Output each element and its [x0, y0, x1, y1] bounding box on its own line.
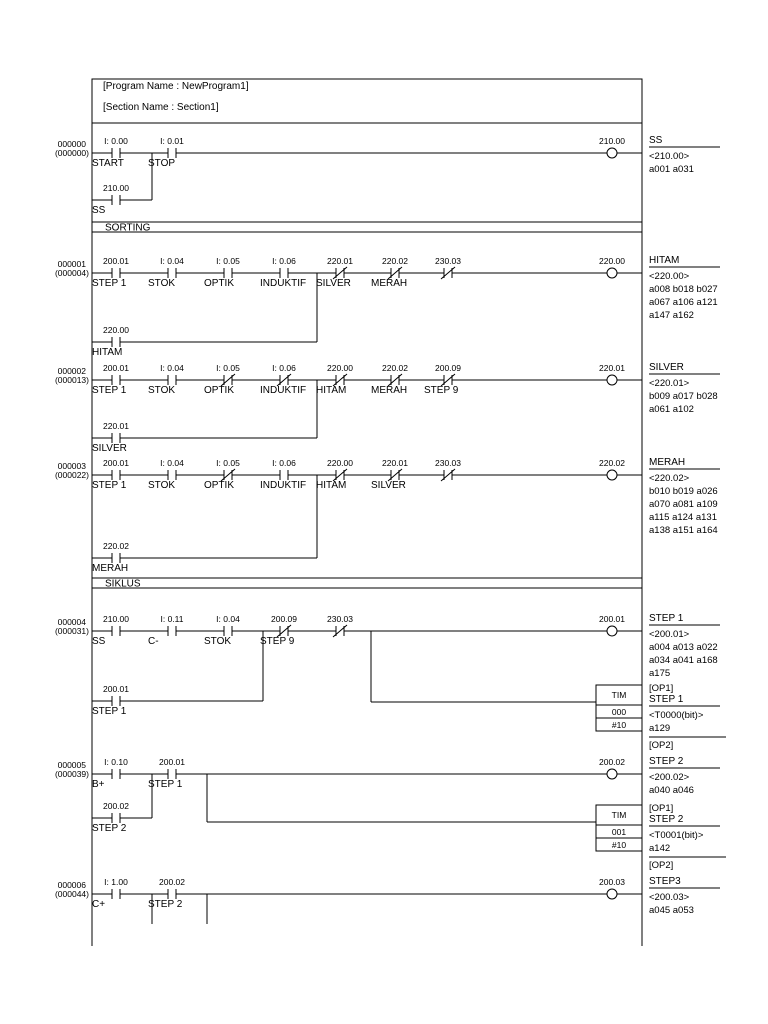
- contact-address: 200.01: [103, 458, 129, 468]
- coil-name: STEP3: [649, 876, 681, 887]
- timer-name: STEP 1: [649, 694, 684, 705]
- contact-label: MERAH: [371, 278, 408, 289]
- section-title-box: [92, 222, 642, 232]
- output-coil: [607, 769, 617, 779]
- contact-address: 220.01: [327, 256, 353, 266]
- branch-contact-address: 220.01: [103, 421, 129, 431]
- contact-label: B+: [92, 779, 105, 790]
- contact-address: 200.01: [103, 256, 129, 266]
- coil-name: SILVER: [649, 362, 684, 373]
- contact-address: I: 0.05: [216, 256, 240, 266]
- timer-setpoint: #10: [611, 840, 627, 850]
- step-number: 000004: [57, 617, 86, 627]
- contact-address: 200.02: [159, 877, 185, 887]
- coil-address: 200.01: [599, 614, 625, 624]
- step-number-alt: (000013): [54, 375, 89, 385]
- step-number-alt: (000039): [54, 769, 89, 779]
- timer-name: STEP 2: [649, 814, 684, 825]
- contact-label: STEP 1: [92, 385, 127, 396]
- section-title: SORTING: [105, 222, 151, 234]
- step-number: 000003: [57, 461, 86, 471]
- coil-reference: <220.02>: [649, 473, 690, 484]
- output-coil: [607, 148, 617, 158]
- cross-reference: a040 a046: [649, 785, 694, 796]
- contact-address: 220.02: [382, 256, 408, 266]
- timer-reference: <T0000(bit)>: [649, 710, 704, 721]
- branch-contact-address: 220.02: [103, 541, 129, 551]
- contact-address: 230.03: [435, 256, 461, 266]
- branch-contact-label: STEP 1: [92, 706, 127, 717]
- contact-label: STOK: [148, 278, 176, 289]
- contact-address: 200.01: [103, 363, 129, 373]
- cross-reference: b010 b019 a026: [649, 486, 718, 497]
- contact-label: OPTIK: [204, 480, 235, 491]
- contact-label: SS: [92, 636, 106, 647]
- timer-reference: <T0001(bit)>: [649, 830, 704, 841]
- coil-reference: <200.03>: [649, 892, 690, 903]
- section-title-box: [92, 578, 642, 588]
- output-coil: [607, 375, 617, 385]
- branch-contact-address: 200.02: [103, 801, 129, 811]
- branch-contact-address: 210.00: [103, 183, 129, 193]
- cross-reference: a115 a124 a131: [649, 512, 717, 523]
- contact-address: 220.00: [327, 363, 353, 373]
- step-number-alt: (000004): [54, 268, 89, 278]
- cross-reference: a008 b018 b027: [649, 284, 718, 295]
- contact-address: I: 0.06: [272, 363, 296, 373]
- contact-address: 230.03: [435, 458, 461, 468]
- cross-reference: b009 a017 b028: [649, 391, 718, 402]
- contact-address: I: 1.00: [104, 877, 128, 887]
- contact-label: STOP: [148, 158, 176, 169]
- step-number-alt: (000031): [54, 626, 89, 636]
- cross-reference: a061 a102: [649, 404, 694, 415]
- output-coil: [607, 889, 617, 899]
- contact-address: I: 0.04: [216, 614, 240, 624]
- contact-address: I: 0.04: [160, 256, 184, 266]
- timer-type: TIM: [611, 690, 627, 700]
- contact-label: START: [92, 158, 124, 169]
- contact-label: INDUKTIF: [260, 278, 307, 289]
- step-number: 000001: [57, 259, 86, 269]
- timer-setpoint: #10: [611, 720, 627, 730]
- timer-op2: [OP2]: [649, 860, 674, 871]
- branch-contact-label: MERAH: [92, 563, 129, 574]
- contact-label: STEP 1: [92, 278, 127, 289]
- contact-address: 220.01: [382, 458, 408, 468]
- contact-label: STEP 9: [424, 385, 459, 396]
- timer-number: 001: [611, 827, 627, 837]
- contact-label: OPTIK: [204, 278, 235, 289]
- branch-contact-label: SILVER: [92, 443, 127, 454]
- branch-contact-label: STEP 2: [92, 823, 127, 834]
- section-name: [Section Name : Section1]: [103, 102, 219, 113]
- contact-address: I: 0.01: [160, 136, 184, 146]
- contact-address: 200.01: [159, 757, 185, 767]
- coil-reference: <200.01>: [649, 629, 690, 640]
- coil-reference: <220.00>: [649, 271, 690, 282]
- contact-address: 230.03: [327, 614, 353, 624]
- contact-label: INDUKTIF: [260, 385, 307, 396]
- contact-address: I: 0.10: [104, 757, 128, 767]
- contact-label: HITAM: [316, 480, 347, 491]
- program-name: [Program Name : NewProgram1]: [103, 81, 249, 92]
- contact-address: I: 0.05: [216, 458, 240, 468]
- contact-address: 220.00: [327, 458, 353, 468]
- coil-address: 220.01: [599, 363, 625, 373]
- coil-name: STEP 2: [649, 756, 684, 767]
- timer-op1: [OP1]: [649, 803, 674, 814]
- step-number-alt: (000000): [54, 148, 89, 158]
- contact-address: 200.09: [435, 363, 461, 373]
- contact-label: STOK: [148, 385, 176, 396]
- coil-reference: <210.00>: [649, 151, 690, 162]
- contact-label: OPTIK: [204, 385, 235, 396]
- coil-address: 220.02: [599, 458, 625, 468]
- cross-reference: a067 a106 a121: [649, 297, 718, 308]
- timer-type: TIM: [611, 810, 627, 820]
- coil-address: 200.02: [599, 757, 625, 767]
- timer-op2: [OP2]: [649, 740, 674, 751]
- contact-label: HITAM: [316, 385, 347, 396]
- contact-label: SILVER: [316, 278, 351, 289]
- branch-contact-address: 200.01: [103, 684, 129, 694]
- contact-address: I: 0.06: [272, 458, 296, 468]
- contact-address: 220.02: [382, 363, 408, 373]
- contact-address: I: 0.04: [160, 363, 184, 373]
- contact-address: I: 0.06: [272, 256, 296, 266]
- timer-cross-reference: a129: [649, 723, 671, 734]
- cross-reference: a045 a053: [649, 905, 694, 916]
- coil-address: 220.00: [599, 256, 625, 266]
- contact-label: STEP 1: [148, 779, 183, 790]
- branch-contact-label: HITAM: [92, 347, 123, 358]
- contact-label: STOK: [148, 480, 176, 491]
- cross-reference: a034 a041 a168: [649, 655, 718, 666]
- contact-label: INDUKTIF: [260, 480, 307, 491]
- rungs-layer: [55, 135, 726, 924]
- coil-name: HITAM: [649, 255, 680, 266]
- cross-reference: a070 a081 a109: [649, 499, 718, 510]
- contact-label: STEP 1: [92, 480, 127, 491]
- step-number: 000005: [57, 760, 86, 770]
- cross-reference: a175: [649, 668, 671, 679]
- contact-label: C-: [148, 636, 159, 647]
- coil-address: 210.00: [599, 136, 625, 146]
- contact-address: I: 0.04: [160, 458, 184, 468]
- coil-name: MERAH: [649, 457, 686, 468]
- coil-reference: <200.02>: [649, 772, 690, 783]
- step-number: 000006: [57, 880, 86, 890]
- contact-address: I: 0.11: [160, 614, 184, 624]
- contact-address: I: 0.05: [216, 363, 240, 373]
- output-coil: [607, 268, 617, 278]
- contact-label: STEP 2: [148, 899, 183, 910]
- coil-name: STEP 1: [649, 613, 684, 624]
- step-number: 000000: [57, 139, 86, 149]
- contact-address: I: 0.00: [104, 136, 128, 146]
- branch-contact-label: SS: [92, 205, 106, 216]
- coil-name: SS: [649, 135, 663, 146]
- branch-contact-address: 220.00: [103, 325, 129, 335]
- contact-label: MERAH: [371, 385, 408, 396]
- timer-cross-reference: a142: [649, 843, 671, 854]
- contact-label: SILVER: [371, 480, 406, 491]
- contact-address: 200.09: [271, 614, 297, 624]
- output-coil: [607, 626, 617, 636]
- timer-number: 000: [611, 707, 627, 717]
- output-coil: [607, 470, 617, 480]
- contact-label: C+: [92, 899, 106, 910]
- contact-label: STEP 9: [260, 636, 295, 647]
- step-number-alt: (000044): [54, 889, 89, 899]
- cross-reference: a138 a151 a164: [649, 525, 718, 536]
- contact-address: 210.00: [103, 614, 129, 624]
- timer-op1: [OP1]: [649, 683, 674, 694]
- cross-reference: a004 a013 a022: [649, 642, 718, 653]
- coil-reference: <220.01>: [649, 378, 690, 389]
- cross-reference: a147 a162: [649, 310, 694, 321]
- cross-reference: a001 a031: [649, 164, 694, 175]
- contact-label: STOK: [204, 636, 232, 647]
- step-number-alt: (000022): [54, 470, 89, 480]
- step-number: 000002: [57, 366, 86, 376]
- section-title: SIKLUS: [105, 578, 141, 590]
- coil-address: 200.03: [599, 877, 625, 887]
